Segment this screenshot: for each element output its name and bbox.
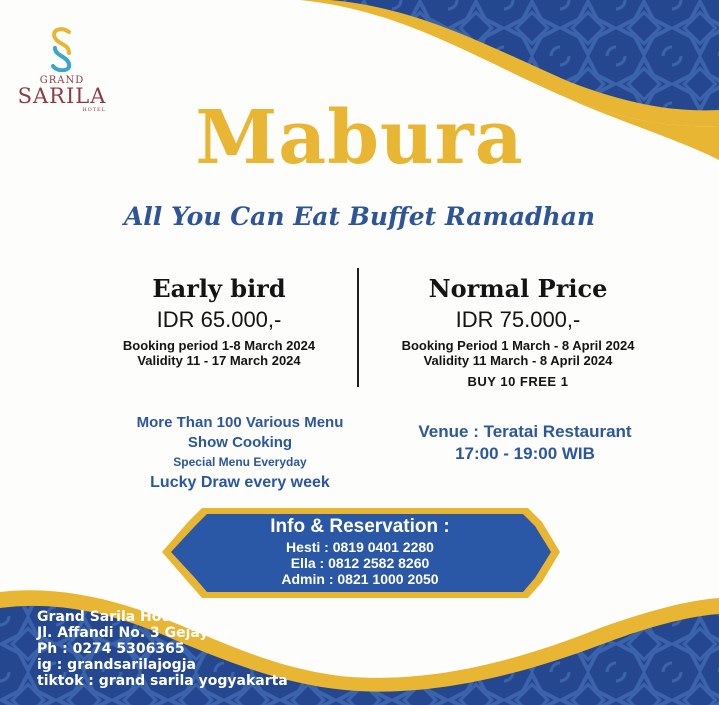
normal-price-validity: Validity 11 March - 8 April 2024: [423, 353, 613, 368]
venue-time: 17:00 - 19:00 WIB: [455, 444, 595, 463]
feature-item: Lucky Draw every week: [150, 474, 330, 491]
hotel-contact-footer: [37, 609, 288, 689]
footer-line: Ph : 0274 5306365: [37, 641, 185, 657]
normal-price-booking: Booking Period 1 March - 8 April 2024: [401, 338, 635, 353]
column-divider: [357, 268, 359, 387]
logo-grand-text: GRAND: [39, 75, 85, 86]
feature-item: More Than 100 Various Menu: [136, 414, 344, 431]
event-subtitle: All You Can Eat Buffet Ramadhan: [123, 202, 596, 231]
venue-label: Venue : Teratai Restaurant: [418, 422, 632, 441]
footer-line: Grand Sarila Hotel: [37, 609, 183, 625]
normal-price-promo: BUY 10 FREE 1: [467, 374, 569, 389]
contact-line: Ella : 0812 2582 8260: [290, 555, 430, 571]
early-bird-heading: Early bird: [152, 274, 286, 303]
contact-line: Admin : 0821 1000 2050: [281, 571, 439, 587]
features-list: [110, 413, 370, 493]
early-bird-section: [100, 274, 338, 368]
footer-line: tiktok : grand sarila yogyakarta: [37, 673, 288, 689]
info-heading: Info & Reservation :: [270, 516, 450, 537]
info-reservation: [200, 515, 520, 587]
early-bird-booking: Booking period 1-8 March 2024: [122, 338, 316, 353]
contact-line: Hesti : 0819 0401 2280: [286, 539, 434, 555]
logo-name-text: SARILA: [17, 84, 107, 108]
logo-hotel-text: HOTEL: [82, 107, 106, 113]
hotel-logo-icon: [47, 26, 77, 72]
footer-line: Jl. Affandi No. 3 Gejayan: [37, 625, 228, 641]
normal-price-heading: Normal Price: [428, 274, 608, 303]
venue-section: [385, 421, 665, 465]
normal-price-section: [383, 274, 653, 389]
feature-item: Special Menu Everyday: [173, 455, 307, 469]
normal-price-value: IDR 75.000,-: [455, 307, 581, 332]
early-bird-price: IDR 65.000,-: [156, 307, 282, 332]
early-bird-validity: Validity 11 - 17 March 2024: [137, 353, 301, 368]
footer-line: ig : grandsarilajogja: [37, 657, 196, 673]
event-title: Mabura: [195, 95, 524, 181]
feature-item: Show Cooking: [187, 434, 293, 451]
